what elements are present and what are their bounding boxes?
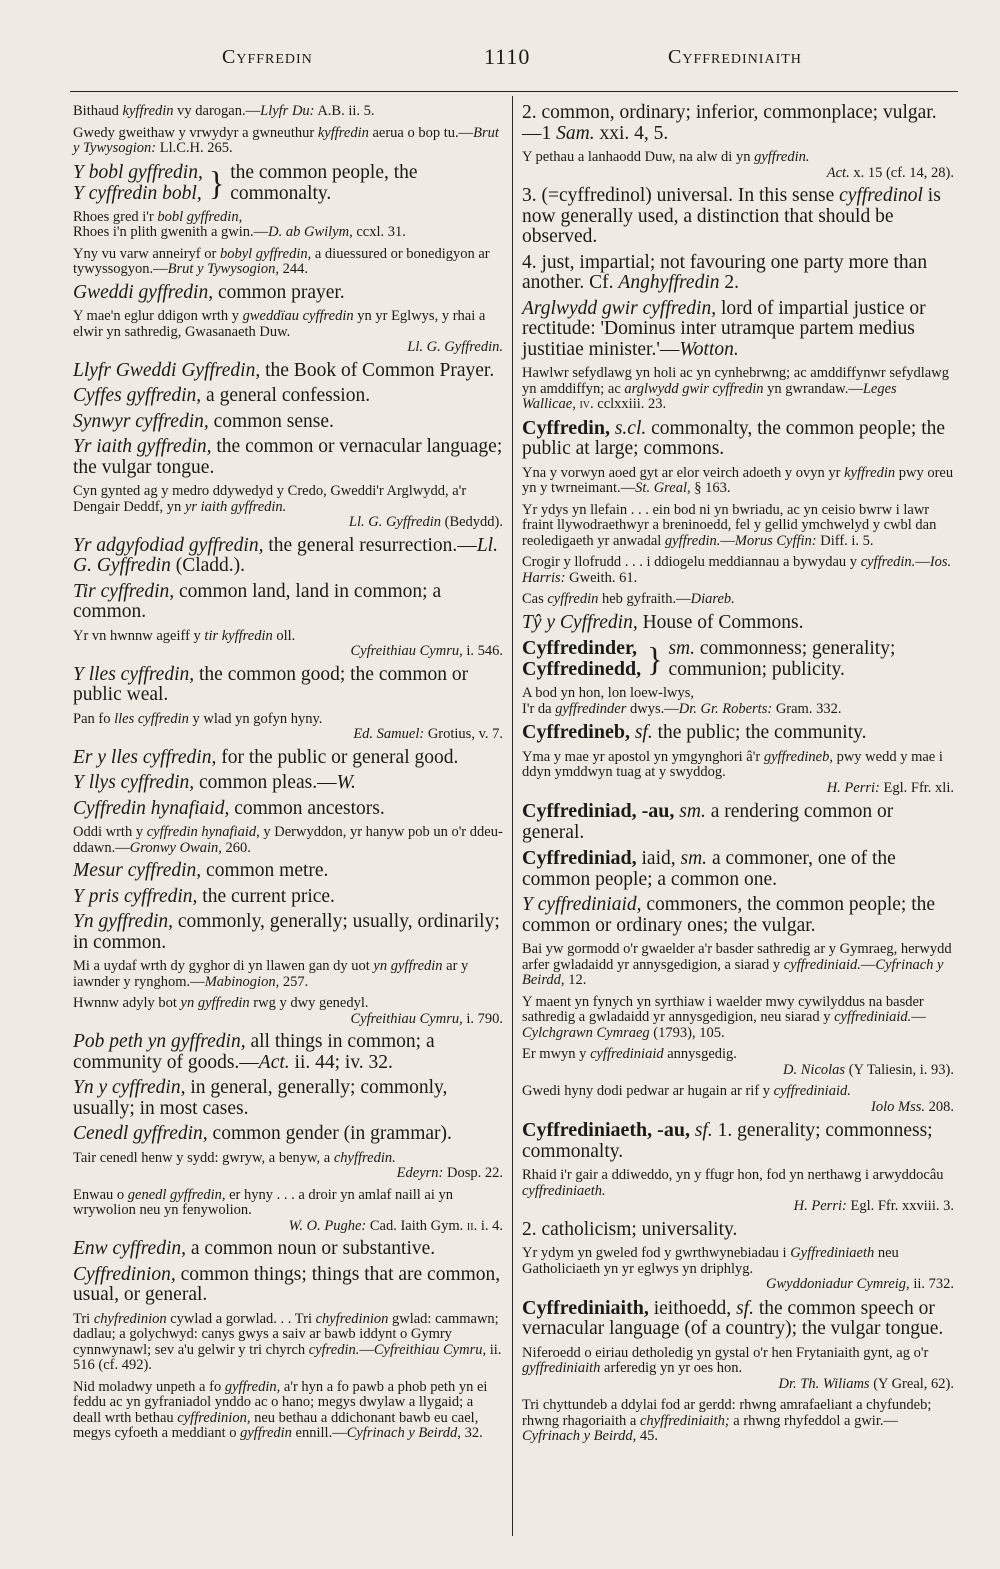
dictionary-entry: Yn y cyffredin, in general, generally; commonly, usually; in most cases. — [73, 1077, 448, 1119]
citation-source: H. Perri: Egl. Ffr. xli. — [826, 779, 954, 796]
citation-source: Act. x. 15 (cf. 14, 28). — [826, 164, 954, 181]
dictionary-entry: Synwyr cyffredin, common sense. — [73, 410, 334, 432]
citation-quote: Niferoedd o eiriau detholedig yn gystal o'r hen Frytaniaith gynt, ag o'r gyffrediniaith arferedig yn yr oes hon. Dr. Th. Wiliams (Y Greal, 62). — [522, 1344, 954, 1392]
header-left-word: Cyffredin — [222, 46, 313, 68]
dictionary-entry: Yn gyffredin, commonly, generally; usually, ordinarily; in common. — [73, 911, 500, 953]
citation-source: H. Perri: Egl. Ffr. xxviii. 3. — [793, 1198, 954, 1214]
dictionary-entry: Cyffrediniaeth, -au, sf. 1. generality; commonness; commonalty. — [522, 1119, 933, 1162]
dictionary-entry: Y lles cyffredin, the common good; the common or public weal. — [73, 663, 469, 705]
paired-definition: sm. commonness; generality; communion; publicity. — [668, 638, 896, 680]
citation-quote: A bod yn hon, lon loew-lwys, I'r da gyffredinder dwys.—Dr. Gr. Roberts: Gram. 332. — [522, 685, 842, 717]
dictionary-entry: Mesur cyffredin, common metre. — [73, 860, 329, 881]
dictionary-entry: Y pris cyffredin, the current price. — [73, 885, 335, 907]
citation-source: Cyfreithiau Cymru, i. 546. — [350, 643, 503, 659]
right-column — [522, 98, 954, 1445]
dictionary-entry: Cyffrediniad, -au, sm. a rendering common or general. — [522, 800, 894, 843]
citation-quote: Tri chyfredinion cywlad a gorwlad. . . Tri chyfredinion gwlad: cammawn; dadlau; a golychwyd: canys gwys a saiv ar bawb iddynt o Gymry cynnwynawl; sev a'u gelwir y tri chyrch cyfredin.—Cyfreithiau Cymru, ii. 516 (cf. 492). — [73, 1310, 502, 1373]
dictionary-entry: Cyffredineb, sf. the public; the community. — [522, 721, 867, 743]
citation-source: W. O. Pughe: Cad. Iaith Gym. ii. i. 4. — [288, 1217, 503, 1234]
citation-quote: Rhaid i'r gair a ddiweddo, yn y ffugr hon, fod yn nerthawg i arwyddocâu cyffrediniaeth. H. Perri: Egl. Ffr. xxviii. 3. — [522, 1167, 954, 1214]
citation-quote: Y pethau a lanhaodd Duw, na alw di yn gyffredin. Act. x. 15 (cf. 14, 28). — [522, 149, 954, 181]
citation-quote: Gwedi hyny dodi pedwar ar hugain ar rif y cyffrediniaid. Iolo Mss. 208. — [522, 1083, 954, 1115]
citation-source: Ll. G. Gyffredin (Bedydd). — [348, 514, 503, 530]
dictionary-entry: Enw cyffredin, a common noun or substantive. — [73, 1238, 436, 1259]
dictionary-entry: Y cyffrediniaid, commoners, the common people; the common or ordinary ones; the vulgar. — [522, 894, 936, 936]
header-right-word: Cyffrediniaith — [668, 46, 802, 68]
dictionary-entry: Cyffes gyffredin, a general confession. — [73, 385, 371, 406]
citation-quote: Mi a uydaf wrth dy gyghor di yn llawen gan dy uot yn gyffredin ar y iawnder y rynghom.—Mabinogion, 257. — [73, 958, 469, 990]
entry-bobl-gyffredin — [73, 162, 503, 204]
dictionary-entry: Y llys cyffredin, common pleas.—W. — [73, 772, 356, 793]
dictionary-entry: 3. (=cyffredinol) universal. In this sense cyffredinol is now generally used, a distinction that should be observed. — [522, 185, 941, 247]
citation-quote: Pan fo lles cyffredin y wlad yn gofyn hyny. Ed. Samuel: Grotius, v. 7. — [73, 710, 503, 742]
column-divider — [512, 96, 513, 1536]
citation-source: Gwyddoniadur Cymreig, ii. 732. — [766, 1276, 954, 1292]
citation-quote: Cyn gynted ag y medro ddywedyd y Credo, Gweddi'r Arglwydd, a'r Dengair Deddf, yn yr iaith gyffredin. Ll. G. Gyffredin (Bedydd). — [73, 483, 503, 530]
dictionary-entry: Cyffredinion, common things; things that are common, usual, or general. — [73, 1263, 501, 1305]
citation-quote: Rhoes gred i'r bobl gyffredin, Rhoes i'n plith gwenith a gwin.—D. ab Gwilym, ccxl. 31. — [73, 208, 406, 240]
paired-headwords: Y bobl gyffredin, Y cyffredin bobl, — [73, 161, 203, 204]
citation-quote: Oddi wrth y cyffredin hynafiaid, y Derwyddon, yr hanyw pob un o'r ddeu-ddawn.—Gronwy Owain, 260. — [73, 824, 503, 856]
dictionary-entry: Cenedl gyffredin, common gender (in grammar). — [73, 1123, 452, 1144]
dictionary-entry: 4. just, impartial; not favouring one party more than another. Cf. Anghyffredin 2. — [522, 251, 928, 293]
dictionary-entry: Tir cyffredin, common land, land in common; a common. — [73, 580, 442, 622]
citation-quote: Nid moladwy unpeth a fo gyffredin, a'r hyn a fo pawb a phob peth yn ei feddu ac yn gyfraniadol ynddo ac o hano; megys dwylaw a llygaid; a deall wrth bethau cyffredinion, neu bethau a ddichonant bawb eu cael, megys cyfoeth a meddiant o gyffredin ennill.—Cyfrinach y Beirdd, 32. — [73, 1378, 488, 1441]
dictionary-entry: Pob peth yn gyffredin, all things in common; a community of goods.—Act. ii. 44; iv. 32. — [73, 1031, 435, 1073]
citation-source: Cyfreithiau Cymru, i. 790. — [350, 1010, 503, 1027]
citation-quote: Hawlwr sefydlawg yn holi ac yn cynhebrwng; ac amddiffynwr sefydlawg yn amddiffyn; ac arglwydd gwir cyffredin yn gwrandaw.—Leges Wallicae, iv. cclxxiii. 23. — [522, 365, 949, 412]
citation-quote: Yna y vorwyn aoed gyt ar elor veirch adoeth y ovyn yr kyffredin pwy oreu yn y twrneimant.—St. Greal, § 163. — [522, 464, 954, 496]
citation-source: Dr. Th. Wiliams (Y Greal, 62). — [778, 1375, 954, 1392]
paired-headwords: Cyffredinder, Cyffredinedd, — [522, 637, 642, 680]
citation-quote: Gwedy gweithaw y vrwydyr a gwneuthur kyffredin aerua o bop tu.—Brut y Tywysogion: Ll.C.H. 265. — [73, 124, 499, 156]
citation-source: Iolo Mss. 208. — [871, 1098, 954, 1115]
citation-quote: Bai yw gormodd o'r gwaelder a'r basder sathredig ar y Gymraeg, herwydd arfer gwladaidd yr annysgedigion, a siarad y cyffrediniaid.—Cyfrinach y Beirdd, 12. — [522, 941, 952, 988]
dictionary-entry: Cyffrediniaith, ieithoedd, sf. the common speech or vernacular language (of a country); the vulgar tongue. — [522, 1296, 944, 1339]
citation-source: Ed. Samuel: Grotius, v. 7. — [353, 726, 503, 742]
citation-quote: Hwnnw adyly bot yn gyffredin rwg y dwy genedyl. Cyfreithiau Cymru, i. 790. — [73, 995, 503, 1027]
citation-source: D. Nicolas (Y Taliesin, i. 93). — [783, 1061, 954, 1078]
citation-quote: Er mwyn y cyffrediniaid annysgedig. D. Nicolas (Y Taliesin, i. 93). — [522, 1046, 954, 1078]
header-rule — [70, 91, 958, 92]
citation-quote: Crogir y llofrudd . . . i ddiogelu meddiannau a bywydau y cyffredin.—Ios. Harris: Gweith. 61. — [522, 554, 952, 586]
citation-quote: Y maent yn fynych yn syrthiaw i waelder mwy cywilyddus na basder sathredig a gwladaidd yr annysgedigion, neu siarad y cyffrediniaid.—Cylchgrawn Cymraeg (1793), 105. — [522, 993, 926, 1041]
brace-mark: } — [647, 640, 663, 678]
citation-quote: Cas cyffredin heb gyfraith.—Diareb. — [522, 591, 735, 607]
citation-quote: Tair cenedl henw y sydd: gwryw, a benyw, a chyffredin. Edeyrn: Dosp. 22. — [73, 1149, 503, 1181]
citation-quote: Yr ydym yn gweled fod y gwrthwynebiadau i Gyffrediniaeth neu Gatholiciaeth yn yr eglwys yn driphlyg. Gwyddoniadur Cymreig, ii. 732. — [522, 1245, 954, 1292]
citation-source: Edeyrn: Dosp. 22. — [396, 1165, 503, 1181]
left-column — [73, 98, 503, 1442]
dictionary-entry: Cyffrediniad, iaid, sm. a commoner, one of the common people; a common one. — [522, 847, 896, 890]
citation-quote: Tri chyttundeb a ddylai fod ar gerdd: rhwng amrafaeliant a chyfundeb; rhwng rhagoriaith a chyffrediniaith; a rhwng rhyfeddol a gwir.—Cyfrinach y Beirdd, 45. — [522, 1397, 932, 1444]
dictionary-entry: Yr iaith gyffredin, the common or vernacular language; the vulgar tongue. — [73, 436, 503, 478]
dictionary-entry: Llyfr Gweddi Gyffredin, the Book of Common Prayer. — [73, 359, 495, 381]
entry-cyffredinder — [522, 638, 954, 680]
citation-quote: Yma y mae yr apostol yn ymgynghori â'r gyffredineb, pwy wedd y mae i ddyn ymddwyn tuag at y swyddog. H. Perri: Egl. Ffr. xli. — [522, 748, 954, 796]
citation-quote: Bithaud kyffredin vy darogan.—Llyfr Du: A.B. ii. 5. — [73, 103, 375, 119]
dictionary-entry: Cyffredin, s.cl. commonalty, the common people; the public at large; commons. — [522, 416, 946, 459]
dictionary-entry: Er y lles cyffredin, for the public or general good. — [73, 746, 459, 768]
citation-quote: Yr ydys yn llefain . . . ein bod ni yn bwriadu, ac yn ceisio bwrw i lawr fraint llywodraethwyr a breninoedd, fel y gellid ymchwelyd y cwbl dan reoledigaeth yr anwadal gyffredin.—Morus Cyffin: Diff. i. 5. — [522, 501, 937, 549]
page-number: 1110 — [484, 44, 531, 69]
dictionary-entry: Tŷ y Cyffredin, House of Commons. — [522, 611, 804, 633]
citation-quote: Y mae'n eglur ddigon wrth y gweddïau cyffredin yn yr Eglwys, y rhai a elwir yn sathredig, Gwasanaeth Duw. Ll. G. Gyffredin. — [73, 308, 503, 355]
dictionary-entry: Arglwydd gwir cyffredin, lord of impartial justice or rectitude: 'Dominus inter utramque partem medius justitiae minister.'—Wotton. — [522, 297, 926, 360]
dictionary-entry: Cyffredin hynafiaid, common ancestors. — [73, 797, 385, 819]
citation-quote: Enwau o genedl gyffredin, er hyny . . . a droir yn amlaf naill ai yn wrywolion neu yn fenywolion. W. O. Pughe: Cad. Iaith Gym. ii. i. 4. — [73, 1186, 503, 1234]
running-head — [0, 46, 1000, 86]
dictionary-entry: Yr adgyfodiad gyffredin, the general resurrection.—Ll. G. Gyffredin (Cladd.). — [73, 534, 498, 576]
paired-definition: the common people, the commonalty. — [230, 161, 418, 204]
dictionary-entry: 2. common, ordinary; inferior, commonplace; vulgar.—1 Sam. xxi. 4, 5. — [522, 102, 937, 144]
brace-mark: } — [208, 163, 225, 202]
dictionary-entry: 2. catholicism; universality. — [522, 1218, 738, 1240]
citation-quote: Yr vn hwnnw ageiff y tir kyffredin oll. Cyfreithiau Cymru, i. 546. — [73, 627, 503, 659]
dictionary-entry: Gweddi gyffredin, common prayer. — [73, 281, 345, 303]
citation-quote: Yny vu varw anneiryf or bobyl gyffredin, a diuessured or bonedigyon ar tywyssogyon.—Brut y Tywysogion, 244. — [73, 245, 490, 277]
citation-source: Ll. G. Gyffredin. — [407, 339, 503, 355]
